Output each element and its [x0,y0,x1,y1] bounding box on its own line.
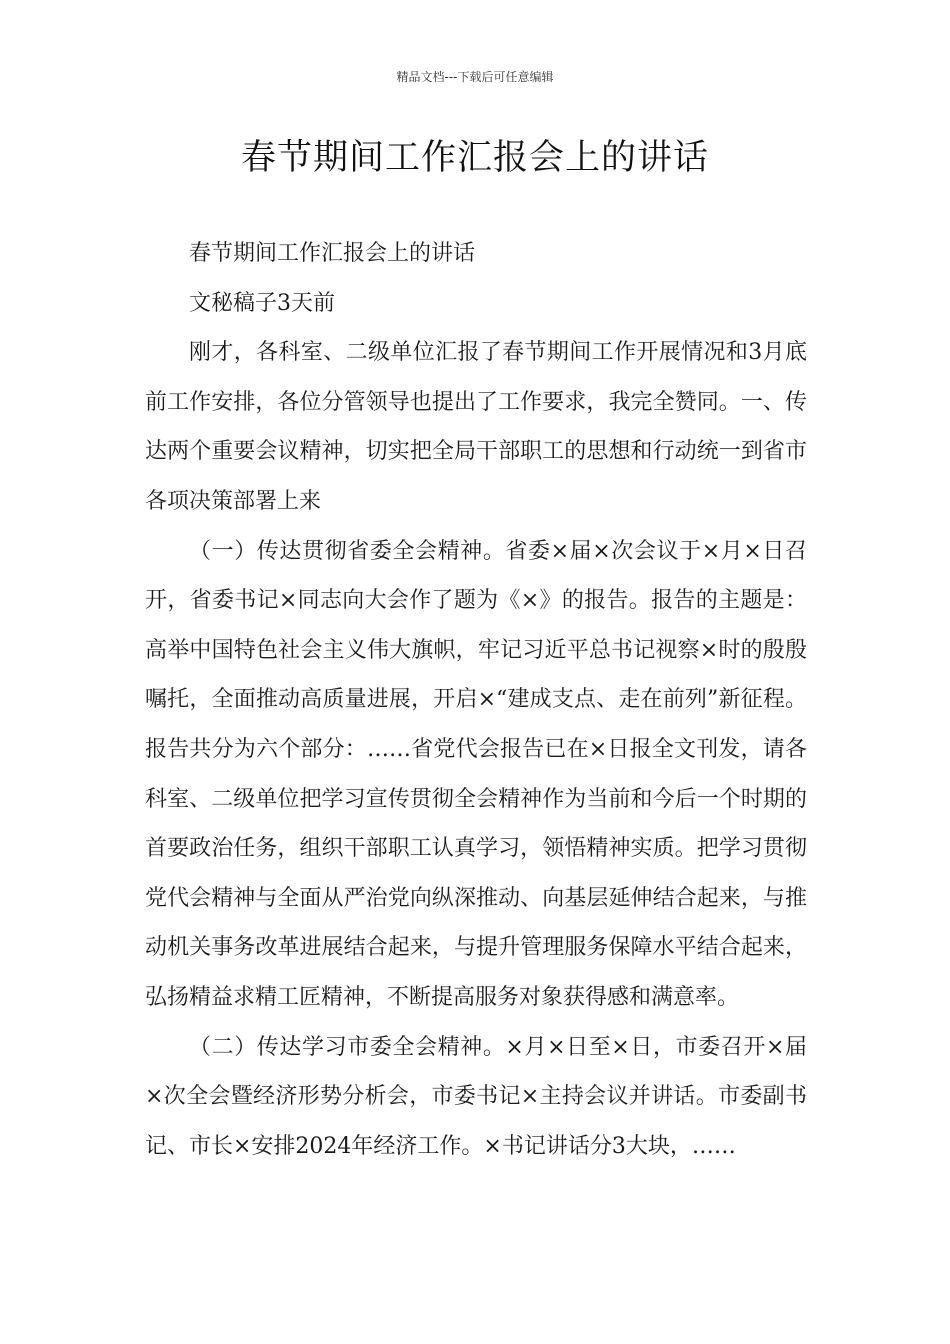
body-paragraph-section-1: （一）传达贯彻省委全会精神。省委×届×次会议于×月×日召开，省委书记×同志向大会作了题为《×》的报告。报告的主题是：高举中国特色社会主义伟大旗帜，牢记习近平总书记视察×时的殷殷嘱托，全面推动高质量进展，开启×“建成支点、走在前列”新征程。报告共分为六个部分：……省党代会报告已在×日报全文刊发，请各科室、二级单位把学习宣传贯彻全会精神作为当前和今后一个时期的首要政治任务，组织干部职工认真学习，领悟精神实质。把学习贯彻党代会精神与全面从严治党向纵深推动、向基层延伸结合起来，与推动机关事务改革进展结合起来，与提升管理服务保障水平结合起来，弘扬精益求精工匠精神，不断提高服务对象获得感和满意率。 [145,538,807,1010]
document-body [145,229,807,1171]
body-paragraph-subtitle: 春节期间工作汇报会上的讲话 [189,241,476,266]
body-paragraph-section-2: （二）传达学习市委全会精神。×月×日至×日，市委召开×届×次全会暨经济形势分析会，市委书记×主持会议并讲话。市委副书记、市长×安排2024年经济工作。×书记讲话分3大块，…… [145,1034,807,1159]
body-paragraph-intro: 刚才，各科室、二级单位汇报了春节期间工作开展情况和3月底前工作安排，各位分管领导也提出了工作要求，我完全赞同。一、传达两个重要会议精神，切实把全局干部职工的思想和行动统一到省市各项决策部署上来 [145,340,807,514]
body-paragraph-source: 文秘稿子3天前 [189,290,335,316]
document-title: 春节期间工作汇报会上的讲话 [240,138,709,178]
header-note: 精品文档---下载后可任意编辑 [396,70,554,84]
